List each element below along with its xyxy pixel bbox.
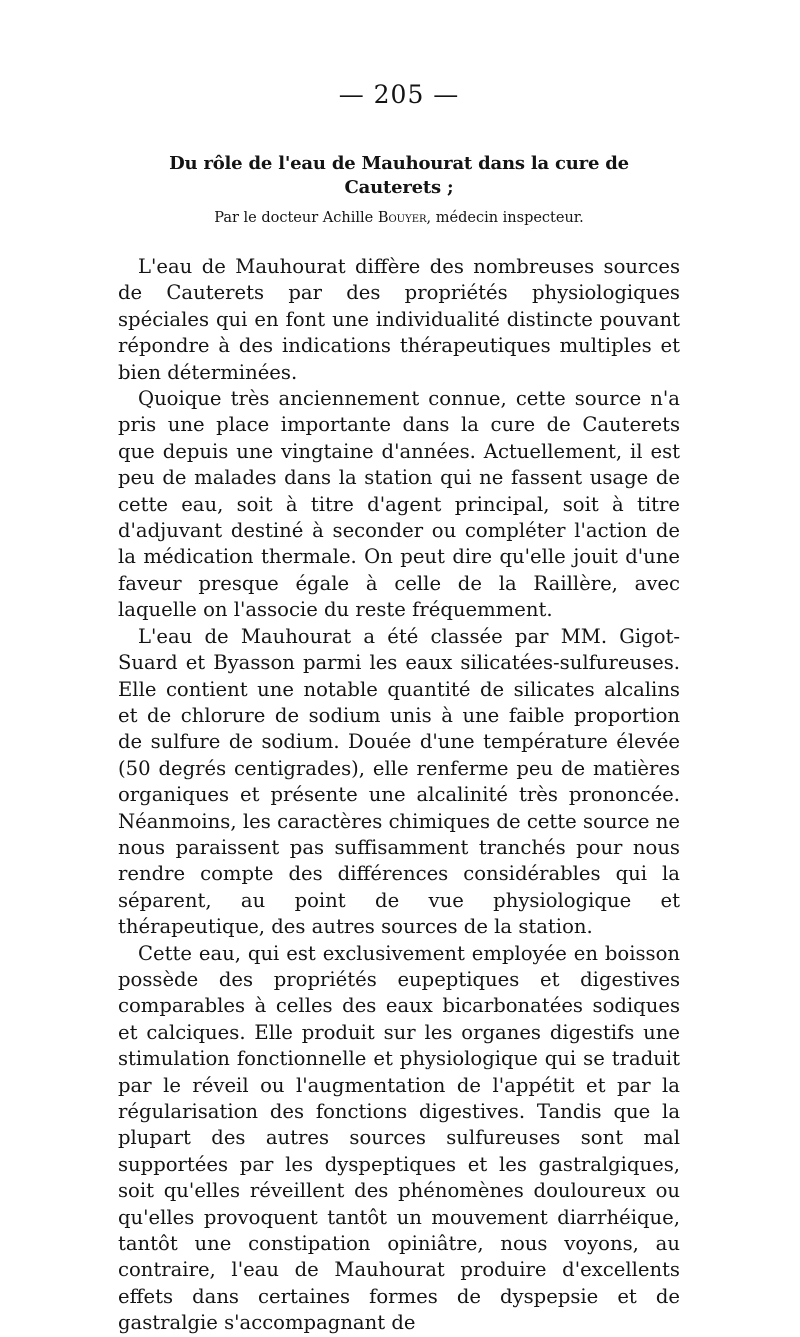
article-title: Du rôle de l'eau de Mauhourat dans la cure de Cauterets ;	[169, 153, 629, 198]
byline-suffix: , médecin inspecteur.	[426, 210, 584, 226]
paragraph-4: Cette eau, qui est exclusivement employée en boisson possède des propriétés eupeptiques et digestives comparables à celles des eaux bicarbonatées sodiques et calciques. Elle produit sur les organes digestifs une stimulation fonctionnelle et physiologique qui se traduit par le réveil ou l'augmentation de l'appétit et par la régularisation des fonctions digestives. Tandis que la plupart des autres sources sulfureuses sont mal supportées par les dyspeptiques et les gastralgiques, soit qu'elles réveillent des phénomènes douloureux ou qu'elles provoquent tantôt un mouvement diarrhéique, tantôt une constipation opiniâtre, nous voyons, au contraire, l'eau de Mauhourat produire d'excellents effets dans certaines formes de dyspepsie et de gastralgie s'accompagnant de	[118, 941, 680, 1335]
byline-prefix: Par le docteur Achille	[214, 210, 378, 226]
article-body	[118, 254, 680, 1337]
paragraph-1: L'eau de Mauhourat diffère des nombreuses sources de Cauterets par des propriétés physiologiques spéciales qui en font une individualité distincte pouvant répondre à des indications thérapeutiques multiples et bien déterminées.	[118, 255, 680, 384]
paragraph-3: L'eau de Mauhourat a été classée par MM. Gigot-Suard et Byasson parmi les eaux silicatées-sulfureuses. Elle contient une notable quantité de silicates alcalins et de chlorure de sodium unis à une faible proportion de sulfure de sodium. Douée d'une température élevée (50 degrés centigrades), elle renferme peu de matières organiques et présente une alcalinité très prononcée. Néanmoins, les caractères chimiques de cette source ne nous paraissent pas suffisamment tranchés pour nous rendre compte des différences considérables qui la séparent, au point de vue physiologique et thérapeutique, des autres sources de la station.	[118, 624, 680, 939]
page-number: — 205 —	[338, 80, 460, 109]
author-byline	[118, 208, 680, 228]
byline-author: Bouyer	[377, 210, 427, 226]
paragraph-2: Quoique très anciennement connue, cette source n'a pris une place importante dans la cure de Cauterets que depuis une vingtaine d'années. Actuellement, il est peu de malades dans la station qui ne fassent usage de cette eau, soit à titre d'agent principal, soit à titre d'adjuvant destiné à seconder ou compléter l'action de la médication thermale. On peut dire qu'elle jouit d'une faveur presque égale à celle de la Raillère, avec laquelle on l'associe du reste fréquemment.	[118, 387, 680, 622]
book-page	[118, 80, 680, 1337]
